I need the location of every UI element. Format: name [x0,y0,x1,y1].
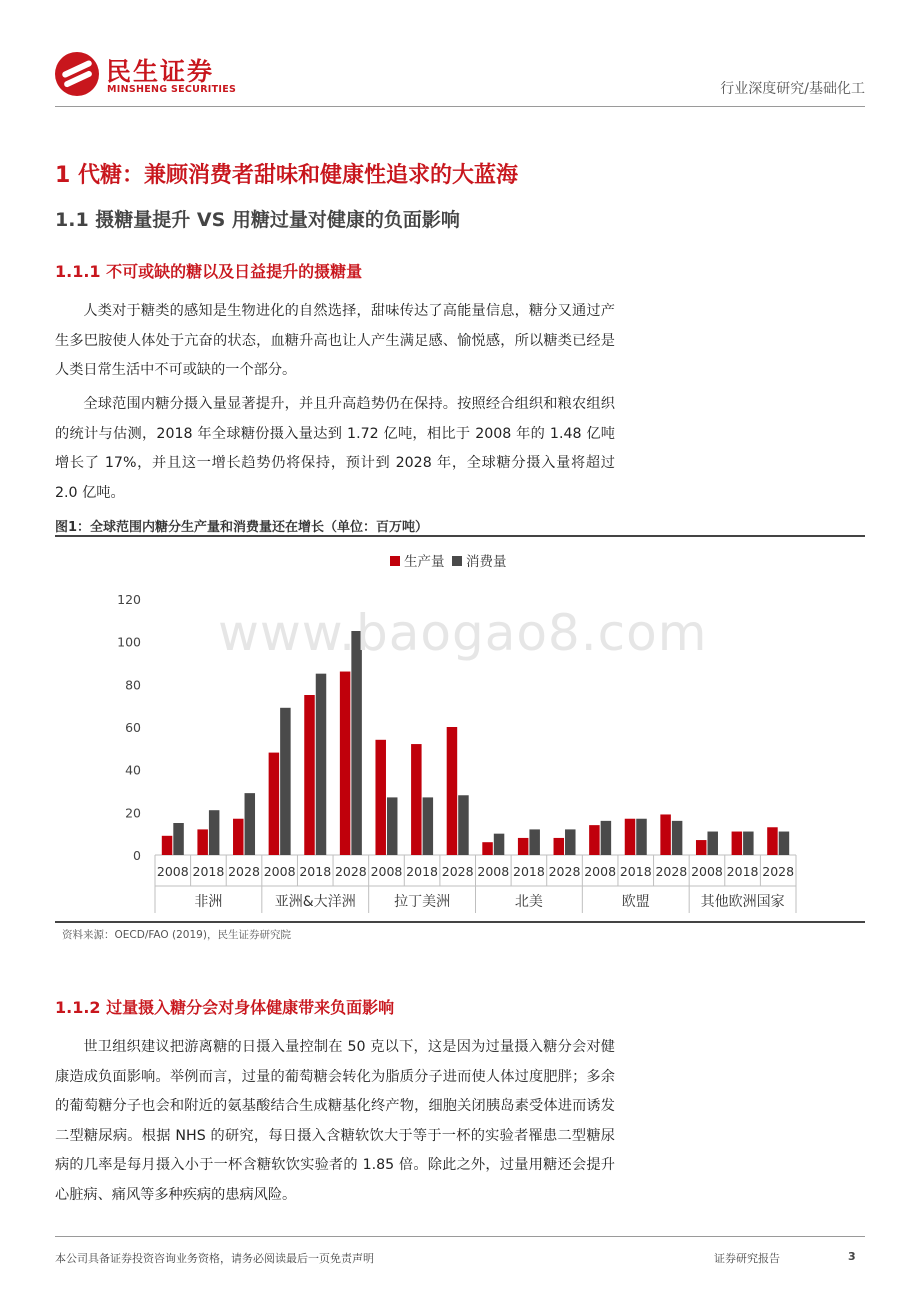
bar-consumption [743,832,754,855]
bar-production [269,753,280,855]
bar-consumption [245,793,256,855]
legend-label: 生产量 [404,554,445,570]
y-tick-label: 40 [125,762,141,778]
paragraph-2: 全球范围内糖分摄入量显著提升，并且升高趋势仍在保持。按照经合组织和粮农组织的统计与估测，2018 年全球糖份摄入量达到 1.72 亿吨，相比于 2008 年的 1.48 亿吨增长了 17%，并且这一增长趋势仍将保持，预计到 2028 年，全球糖分摄入量将超过 2.0 亿吨。 [55,396,615,501]
x-group-label: 其他欧洲国家 [700,894,785,910]
bar-production [162,836,173,855]
x-tick-year: 2018 [513,864,545,879]
y-tick-label: 100 [117,634,141,650]
x-tick-year: 2008 [691,864,723,879]
bar-production [304,695,315,855]
x-tick-year: 2018 [619,864,652,879]
x-group-label: 亚洲&大洋洲 [274,894,356,910]
x-tick-year: 2008 [263,864,296,879]
bar-production [518,838,529,855]
bar-consumption [494,834,505,855]
section-heading-1: 1 代糖：兼顾消费者甜味和健康性追求的大蓝海 [55,163,518,188]
bar-consumption [280,708,291,855]
bar-consumption [423,797,434,855]
header-divider [55,106,865,107]
x-group-label: 非洲 [194,894,223,910]
x-tick-year: 2008 [477,864,510,879]
footer-report-type: 证券研究报告 [714,1252,780,1265]
bar-production [589,825,600,855]
bar-consumption [209,810,220,855]
watermark: www.baogao8.com [218,604,708,662]
y-tick-label: 120 [117,592,141,607]
bar-consumption [458,795,469,855]
bar-consumption [707,832,718,855]
bar-production [482,842,493,855]
y-tick-label: 0 [133,848,141,863]
x-tick-year: 2008 [584,864,617,879]
bar-consumption [316,674,327,855]
x-tick-year: 2028 [334,864,367,879]
bar-consumption [529,829,540,855]
x-tick-year: 2028 [762,864,795,879]
bar-production [340,672,351,855]
x-tick-year: 2018 [726,864,759,879]
x-tick-year: 2018 [192,864,225,879]
bar-production [767,827,778,855]
legend-label: 消费量 [466,554,507,570]
report-category: 行业深度研究/基础化工 [720,81,865,97]
bar-production [554,838,565,855]
figure-title: 图1：全球范围内糖分生产量和消费量还在增长（单位：百万吨） [55,520,429,535]
bar-production [375,740,386,855]
y-tick-label: 60 [125,720,141,735]
bar-consumption [351,631,362,855]
x-tick-year: 2018 [299,864,332,879]
bar-consumption [173,823,184,855]
bar-production [197,829,208,855]
x-tick-year: 2028 [228,864,260,879]
bar-production [732,832,743,855]
figure-top-rule [55,535,865,537]
figure-bottom-rule [55,921,865,923]
page-number: 3 [848,1250,856,1263]
x-tick-year: 2008 [370,864,403,879]
paragraph-1: 人类对于糖类的感知是生物进化的自然选择，甜味传达了高能量信息，糖分又通过产生多巴胺使人体处于亢奋的状态，血糖升高也让人产生满足感、愉悦感，所以糖类已经是人类日常生活中不可或缺的一个部分。 [55,303,615,378]
logo-text-en: MINSHENG SECURITIES [107,84,237,95]
section-heading-1-1: 1.1 摄糖量提升 VS 用糖过量对健康的负面影响 [55,209,460,231]
x-tick-year: 2028 [655,864,688,879]
bar-production [447,727,458,855]
bar-consumption [387,797,398,855]
bar-production [411,744,422,855]
bar-production [660,814,671,855]
bar-consumption [672,821,683,855]
section-heading-1-1-2: 1.1.2 过量摄入糖分会对身体健康带来负面影响 [55,998,395,1017]
footer-disclaimer: 本公司具备证券投资咨询业务资格，请务必阅读最后一页免责声明 [55,1252,374,1265]
x-group-label: 欧盟 [621,894,650,910]
bar-production [233,819,244,855]
bar-consumption [779,832,790,855]
x-tick-year: 2018 [406,864,438,879]
figure-source: 资料来源：OECD/FAO (2019)，民生证券研究院 [62,929,291,941]
bar-consumption [565,829,576,855]
sugar-production-consumption-chart [0,540,920,920]
x-tick-year: 2008 [156,864,189,879]
y-tick-label: 80 [125,677,141,693]
x-group-label: 北美 [514,894,543,910]
paragraph-3: 世卫组织建议把游离糖的日摄入量控制在 50 克以下，这是因为过量摄入糖分会对健康造成负面影响。举例而言，过量的葡萄糖会转化为脂质分子进而使人体过度肥胖；多余的葡萄糖分子也会和附近的氨基酸结合生成糖基化终产物，细胞关闭胰岛素受体进而诱发二型糖尿病。根据 NHS 的研究，每日摄入含糖软饮大于等于一杯的实验者罹患二型糖尿病的几率是每月摄入小于一杯含糖软饮实验者的 1.85 倍。除此之外，过量用糖还会提升心脏病、痛风等多种疾病的患病风险。 [55,1039,615,1203]
legend-swatch [390,556,400,566]
bar-consumption [636,819,647,855]
section-heading-1-1-1: 1.1.1 不可或缺的糖以及日益提升的摄糖量 [55,262,363,281]
legend-swatch [452,556,462,566]
x-tick-year: 2028 [548,864,581,879]
company-logo-icon [55,52,99,96]
bar-consumption [601,821,612,855]
footer-divider [55,1236,865,1237]
x-tick-year: 2028 [441,864,474,879]
y-tick-label: 20 [125,805,141,821]
bar-production [625,819,636,855]
x-group-label: 拉丁美洲 [394,894,451,910]
logo-text-cn: 民生证券 [106,57,215,86]
bar-production [696,840,707,855]
